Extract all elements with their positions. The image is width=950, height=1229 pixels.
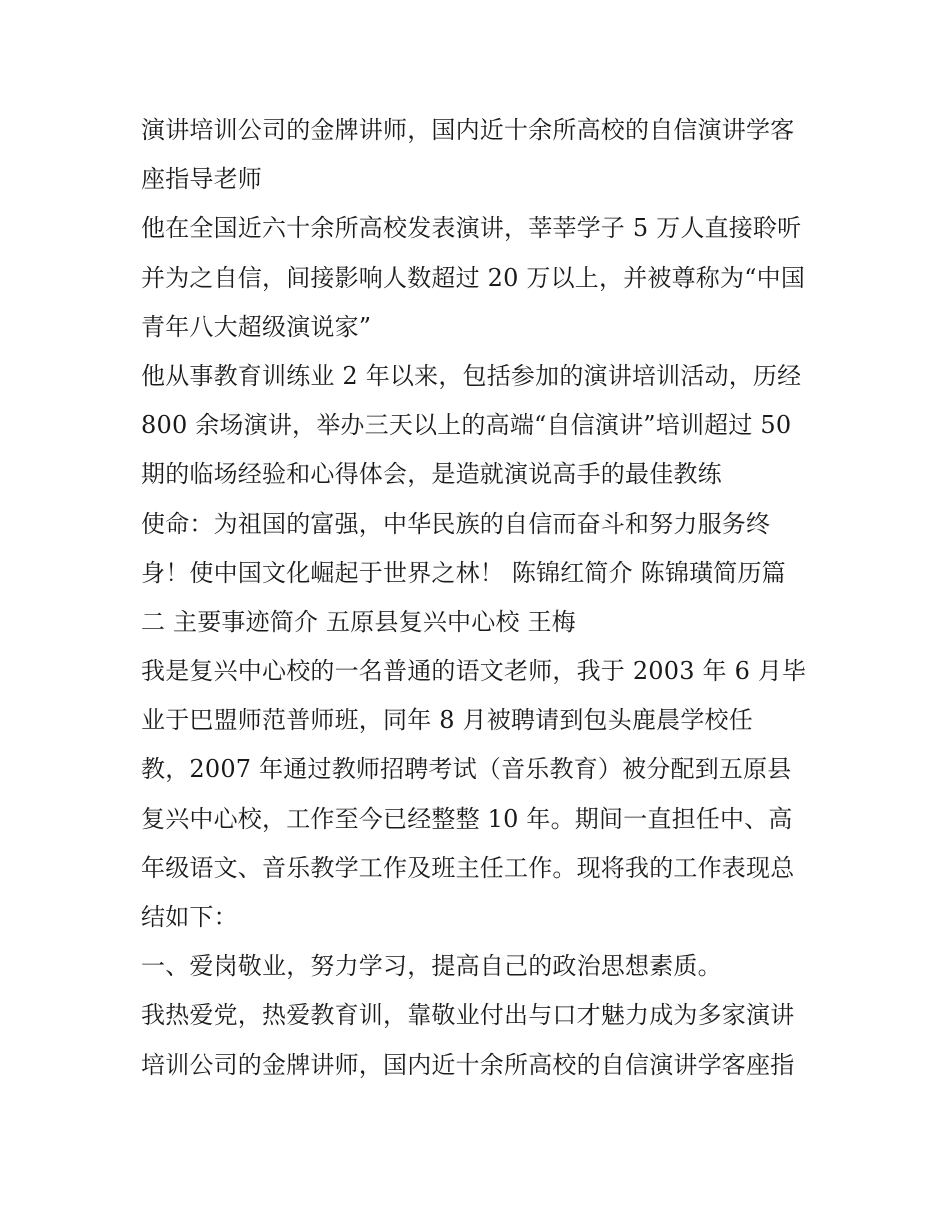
text-line: 青年八大超级演说家”: [141, 312, 372, 341]
text-line: 他在全国近六十余所高校发表演讲，莘莘学子 5 万人直接聆听: [141, 214, 802, 243]
text-line: 他从事教育训练业 2 年以来，包括参加的演讲培训活动，历经: [141, 361, 802, 390]
text-line: 培训公司的金牌讲师，国内近十余所高校的自信演讲学客座指: [141, 1050, 795, 1079]
text-line: 业于巴盟师范普师班，同年 8 月被聘请到包头鹿晨学校任: [141, 706, 753, 735]
text-line: 复兴中心校，工作至今已经整整 10 年。期间一直担任中、高: [141, 804, 793, 833]
document-body: [141, 106, 831, 1090]
text-line: 年级语文、音乐教学工作及班主任工作。现将我的工作表现总: [141, 853, 795, 882]
text-line: 演讲培训公司的金牌讲师，国内近十余所高校的自信演讲学客: [141, 116, 795, 144]
text-line: 结如下：: [141, 903, 238, 931]
text-line: 并为之自信，间接影响人数超过 20 万以上，并被尊称为“中国: [141, 263, 806, 292]
text-line: 我热爱党，热爱教育训，靠敬业付出与口才魅力成为多家演讲: [141, 1001, 795, 1030]
text-line: 二 主要事迹简介 五原县复兴中心校 王梅: [141, 607, 576, 636]
text-line: 800 余场演讲，举办三天以上的高端“自信演讲”培训超过 50: [141, 411, 792, 440]
text-line: 教，2007 年通过教师招聘考试（音乐教育）被分配到五原县: [141, 755, 792, 784]
text-line: 期的临场经验和心得体会，是造就演说高手的最佳教练: [141, 460, 722, 489]
text-line: 我是复兴中心校的一名普通的语文老师，我于 2003 年 6 月毕: [141, 657, 807, 686]
text-line: 座指导老师: [141, 165, 262, 194]
text-line: 使命：为祖国的富强，中华民族的自信而奋斗和努力服务终: [141, 509, 771, 538]
text-line: 身！使中国文化崛起于世界之林！ 陈锦红简介 陈锦璜简历篇: [141, 558, 786, 587]
text-line: 一、爱岗敬业，努力学习，提高自己的政治思想素质。: [141, 952, 722, 981]
